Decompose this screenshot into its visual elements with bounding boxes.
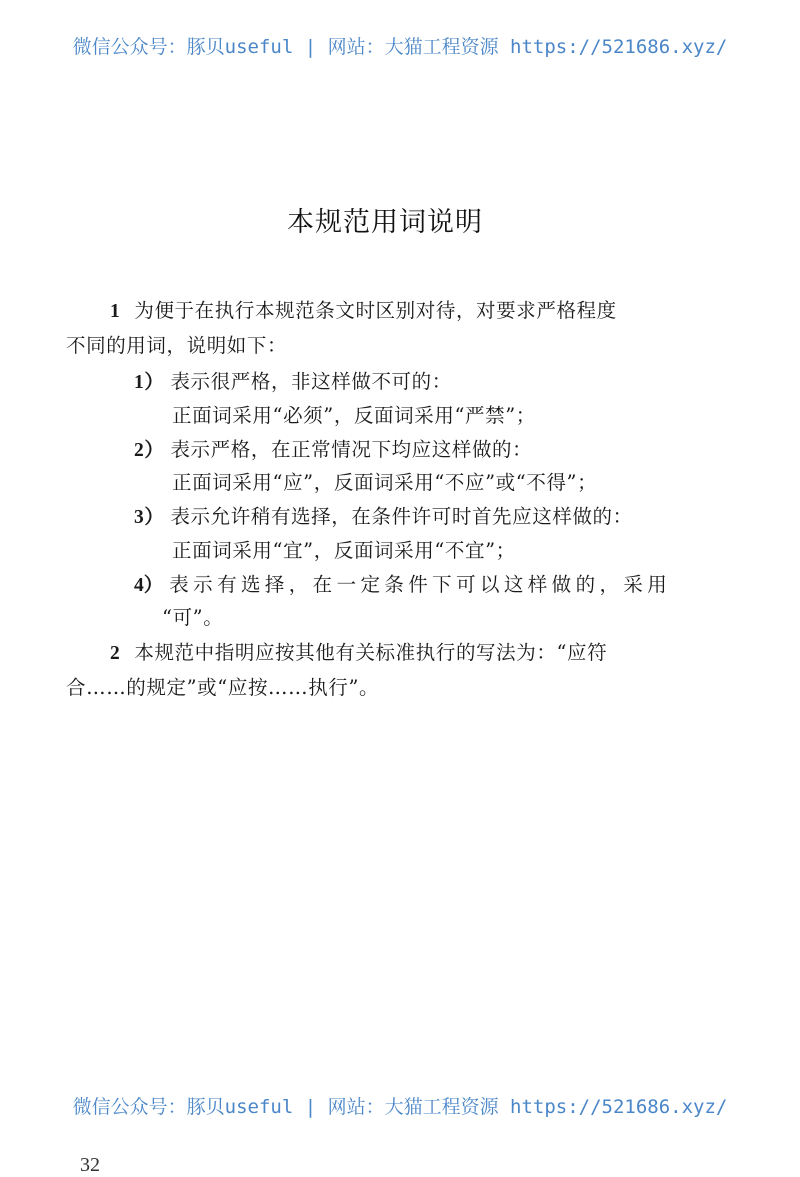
item-3-line-1 (134, 501, 633, 529)
item-1-line-2: 正面词采用“必须”，反面词采用“严禁”； (172, 404, 536, 427)
item-4-line-1 (134, 569, 671, 597)
item-4-number: 4） (134, 575, 164, 596)
watermark-bottom: 微信公众号：豚贝useful | 网站：大猫工程资源 https://521686.xyz/ (72, 1096, 728, 1118)
page-number: 32 (80, 1154, 100, 1176)
item-2-number: 2） (134, 440, 165, 461)
clause-1-line-1 (110, 295, 617, 323)
clause-1-number: 1 (110, 301, 121, 322)
item-1-text-1: 表示很严格，非这样做不可的： (170, 370, 452, 393)
clause-2-text-1: 本规范中指明应按其他有关标准执行的写法为：“应符 (134, 641, 608, 664)
item-1-line-1 (134, 366, 452, 394)
page-title: 本规范用词说明 (287, 207, 483, 238)
clause-2-number: 2 (110, 643, 121, 664)
clause-2-line-2: 合……的规定”或“应按……执行”。 (66, 676, 380, 699)
item-3-line-2: 正面词采用“宜”，反面词采用“不宜”； (172, 539, 516, 562)
clause-1-text-1: 为便于在执行本规范条文时区别对待，对要求严格程度 (134, 299, 617, 322)
item-2-line-2: 正面词采用“应”，反面词采用“不应”或“不得”； (172, 471, 598, 494)
item-2-text-1: 表示严格，在正常情况下均应这样做的： (170, 438, 533, 461)
item-4-text-1: 表示有选择，在一定条件下可以这样做的，采用 (169, 573, 672, 596)
item-3-number: 3） (134, 507, 165, 528)
watermark-top: 微信公众号：豚贝useful | 网站：大猫工程资源 https://521686.xyz/ (72, 36, 728, 58)
clause-2-line-1 (110, 637, 607, 665)
item-3-text-1: 表示允许稍有选择，在条件许可时首先应这样做的： (170, 505, 633, 528)
clause-1-line-2: 不同的用词，说明如下： (66, 334, 288, 357)
item-1-number: 1） (134, 372, 165, 393)
item-4-line-2: “可”。 (162, 606, 224, 629)
item-2-line-1 (134, 434, 532, 462)
